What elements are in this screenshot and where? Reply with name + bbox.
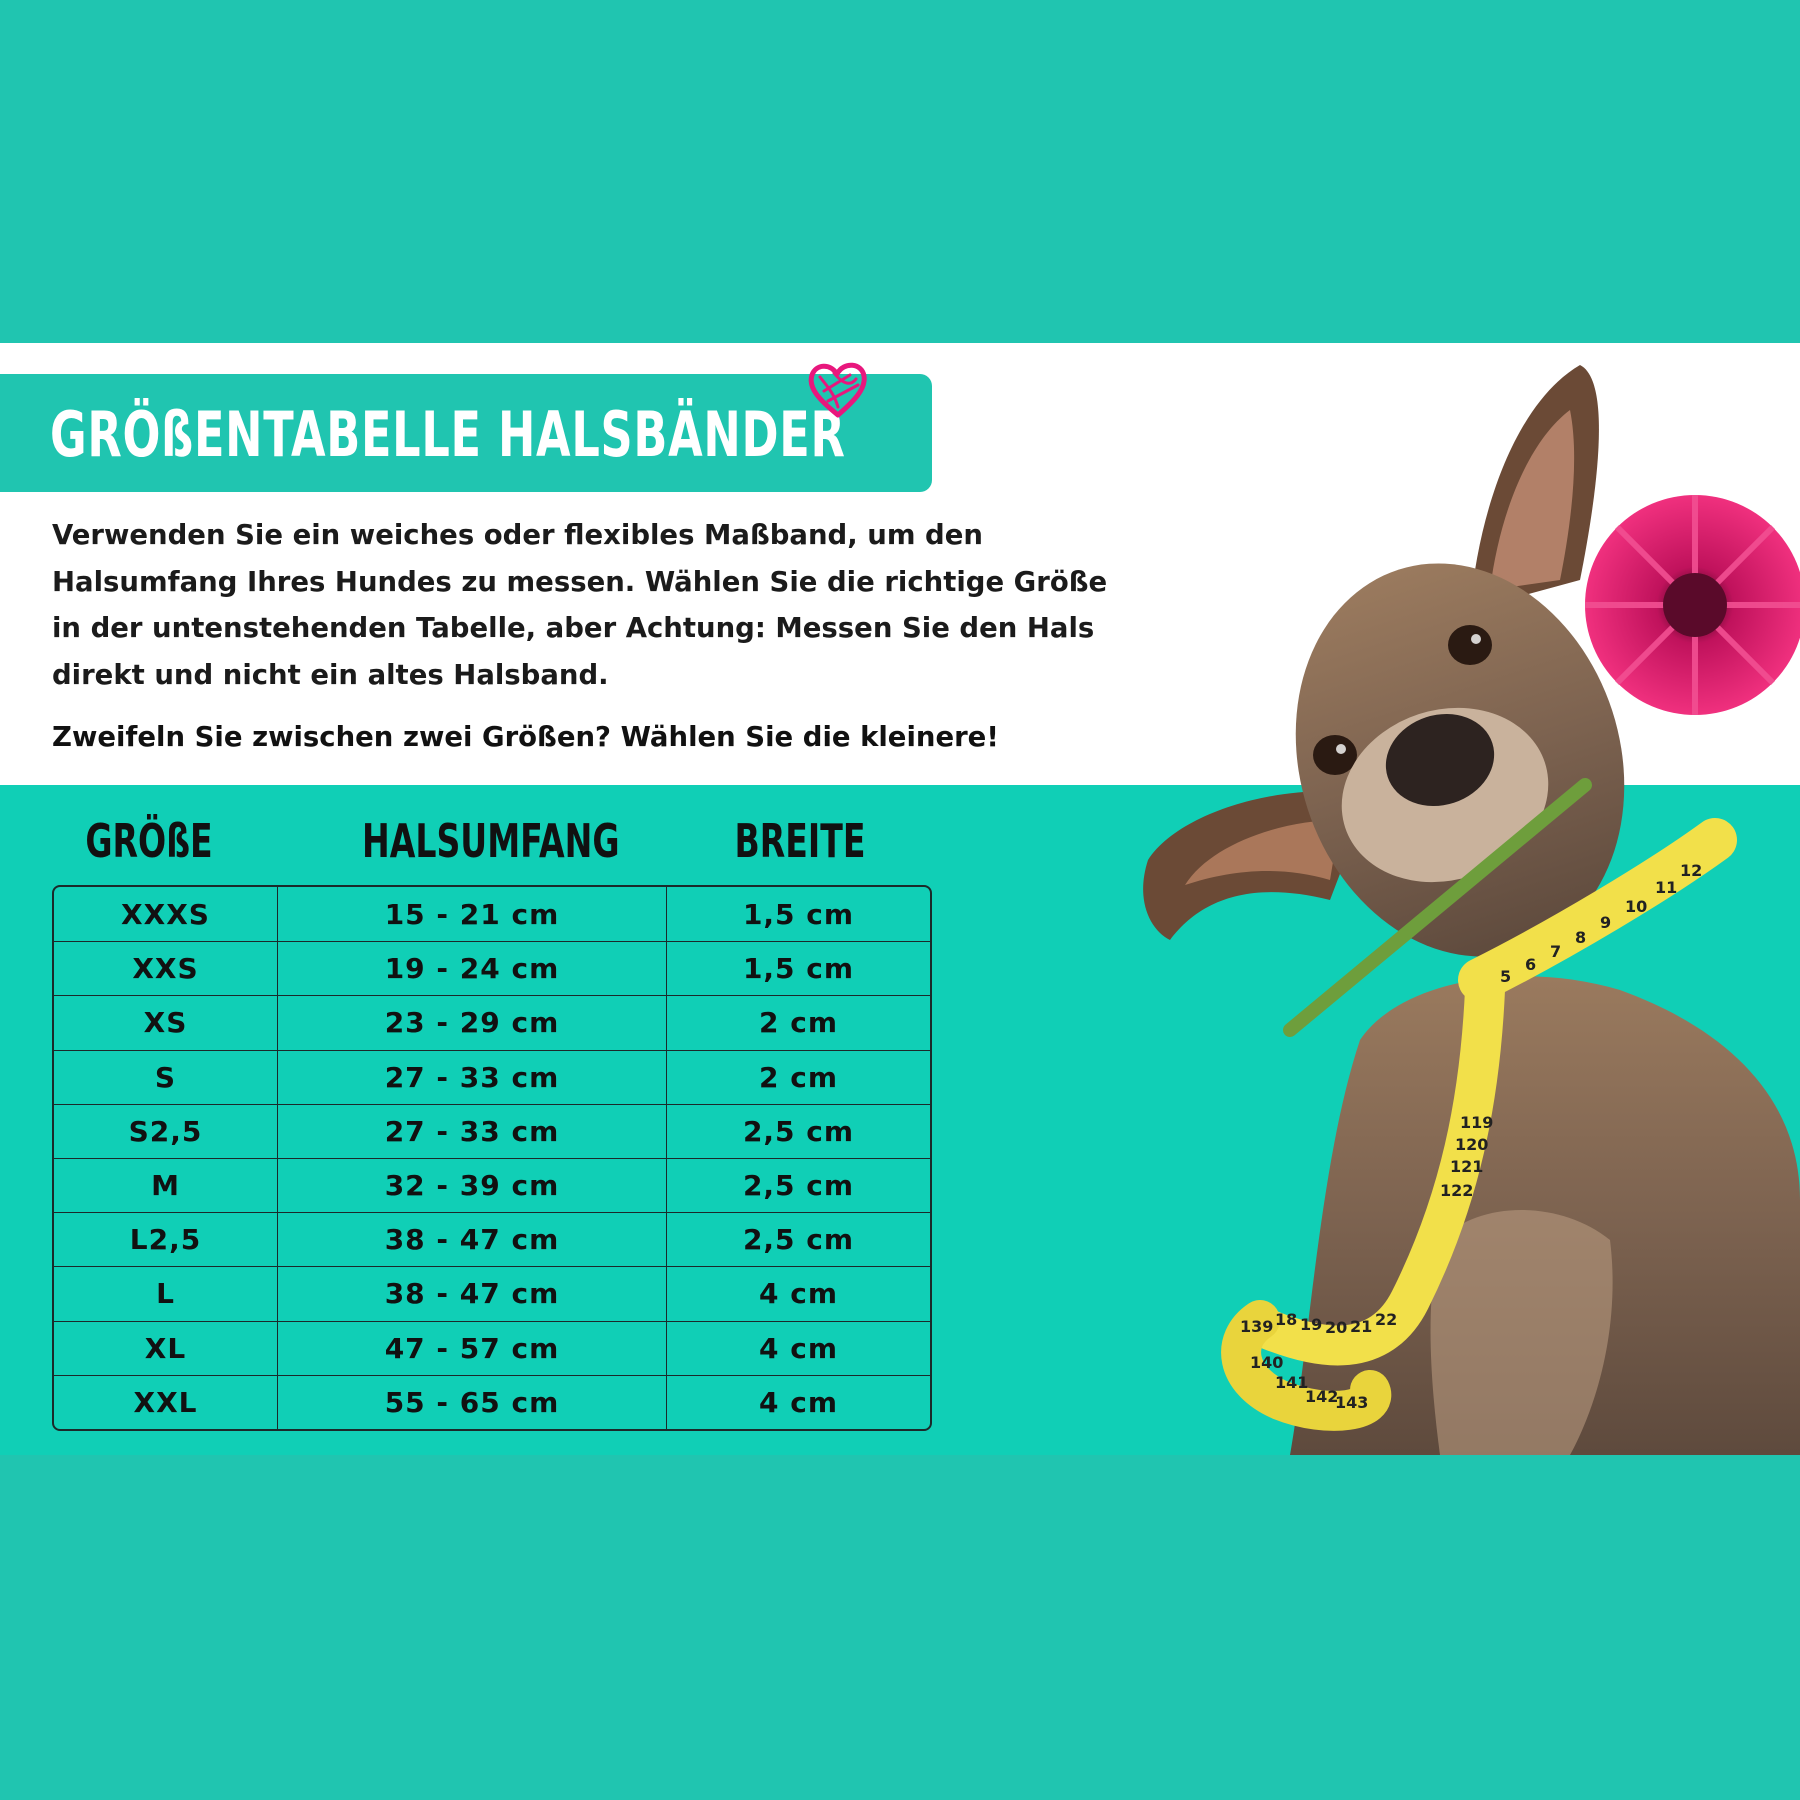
width-cell: 2 cm — [758, 1060, 838, 1094]
neck-cell: 15 - 21 cm — [278, 887, 667, 941]
tape-mark: 9 — [1600, 913, 1612, 932]
tape-mark: 7 — [1550, 942, 1562, 961]
table-row — [54, 1050, 930, 1104]
neck-cell: 47 - 57 cm — [278, 1322, 667, 1375]
tape-mark: 6 — [1525, 955, 1537, 974]
size-cell: S2,5 — [54, 1105, 278, 1158]
tape-mark: 22 — [1375, 1310, 1398, 1329]
size-table — [52, 885, 932, 1431]
neck-cell: 32 - 39 cm — [278, 1159, 667, 1212]
neck-cell: 23 - 29 cm — [278, 996, 667, 1049]
neck-cell: 19 - 24 cm — [278, 942, 667, 995]
tape-mark: 11 — [1655, 878, 1678, 897]
tape-mark: 8 — [1575, 928, 1587, 947]
tape-mark: 10 — [1625, 897, 1648, 916]
size-cell: XL — [54, 1322, 278, 1375]
intro-line: Halsumfang Ihres Hundes zu messen. Wählen Sie die richtige Größe — [52, 565, 1108, 598]
size-cell: S — [54, 1051, 278, 1104]
table-row — [54, 941, 930, 995]
table-row — [54, 1321, 930, 1375]
tape-mark: 5 — [1500, 967, 1512, 986]
size-cell: L — [54, 1267, 278, 1320]
column-header-width: BREITE — [734, 814, 866, 868]
tape-mark: 140 — [1250, 1353, 1284, 1372]
tape-mark: 21 — [1350, 1317, 1373, 1336]
table-row — [54, 995, 930, 1049]
intro-line: Verwenden Sie ein weiches oder flexibles Maßband, um den — [52, 519, 983, 551]
tape-mark: 119 — [1460, 1113, 1494, 1132]
tip-text: Zweifeln Sie zwischen zwei Größen? Wählen Sie die kleinere! — [52, 721, 999, 753]
tape-mark: 18 — [1275, 1310, 1298, 1329]
gerbera-flower — [1585, 495, 1800, 715]
width-cell: 2 cm — [758, 1006, 838, 1040]
table-row — [54, 887, 930, 941]
tape-mark: 121 — [1450, 1157, 1484, 1176]
size-cell: XS — [54, 996, 278, 1049]
size-cell: M — [54, 1159, 278, 1212]
neck-cell: 38 - 47 cm — [278, 1213, 667, 1266]
width-cell: 2,5 cm — [742, 1114, 855, 1148]
neck-cell: 27 - 33 cm — [278, 1105, 667, 1158]
width-cell: 1,5 cm — [742, 952, 855, 986]
width-cell: 4 cm — [758, 1277, 838, 1311]
width-cell: 4 cm — [758, 1385, 838, 1419]
intro-line: direkt und nicht ein altes Halsband. — [52, 658, 609, 691]
page-title: GRÖßENTABELLE HALSBÄNDER — [50, 398, 846, 471]
tape-mark: 120 — [1455, 1135, 1489, 1154]
tape-mark: 139 — [1240, 1317, 1274, 1336]
neck-cell: 55 - 65 cm — [278, 1376, 667, 1429]
size-cell: XXL — [54, 1376, 278, 1429]
table-row — [54, 1158, 930, 1212]
neck-cell: 38 - 47 cm — [278, 1267, 667, 1320]
tape-mark: 20 — [1325, 1318, 1348, 1337]
tape-mark: 122 — [1440, 1181, 1474, 1200]
intro-text — [52, 512, 1172, 698]
neck-cell: 27 - 33 cm — [278, 1051, 667, 1104]
heart-icon — [804, 355, 872, 423]
tape-mark: 142 — [1305, 1387, 1339, 1406]
width-cell: 2,5 cm — [742, 1169, 855, 1203]
column-header-size: GRÖßE — [85, 814, 213, 868]
dog-photo — [1140, 340, 1800, 1455]
tape-mark: 143 — [1335, 1393, 1369, 1412]
intro-line: in der untenstehenden Tabelle, aber Achtung: Messen Sie den Hals — [52, 612, 1095, 644]
size-cell: XXXS — [54, 887, 278, 941]
table-row — [54, 1104, 930, 1158]
width-cell: 2,5 cm — [742, 1223, 855, 1257]
tape-mark: 141 — [1275, 1373, 1309, 1392]
width-cell: 1,5 cm — [742, 897, 855, 931]
size-cell: XXS — [54, 942, 278, 995]
width-cell: 4 cm — [758, 1331, 838, 1365]
tape-mark: 12 — [1680, 861, 1703, 880]
table-row — [54, 1375, 930, 1429]
tape-mark: 19 — [1300, 1315, 1323, 1334]
table-row — [54, 1212, 930, 1266]
table-row — [54, 1266, 930, 1320]
size-cell: L2,5 — [54, 1213, 278, 1266]
column-header-neck: HALSUMFANG — [362, 814, 620, 868]
